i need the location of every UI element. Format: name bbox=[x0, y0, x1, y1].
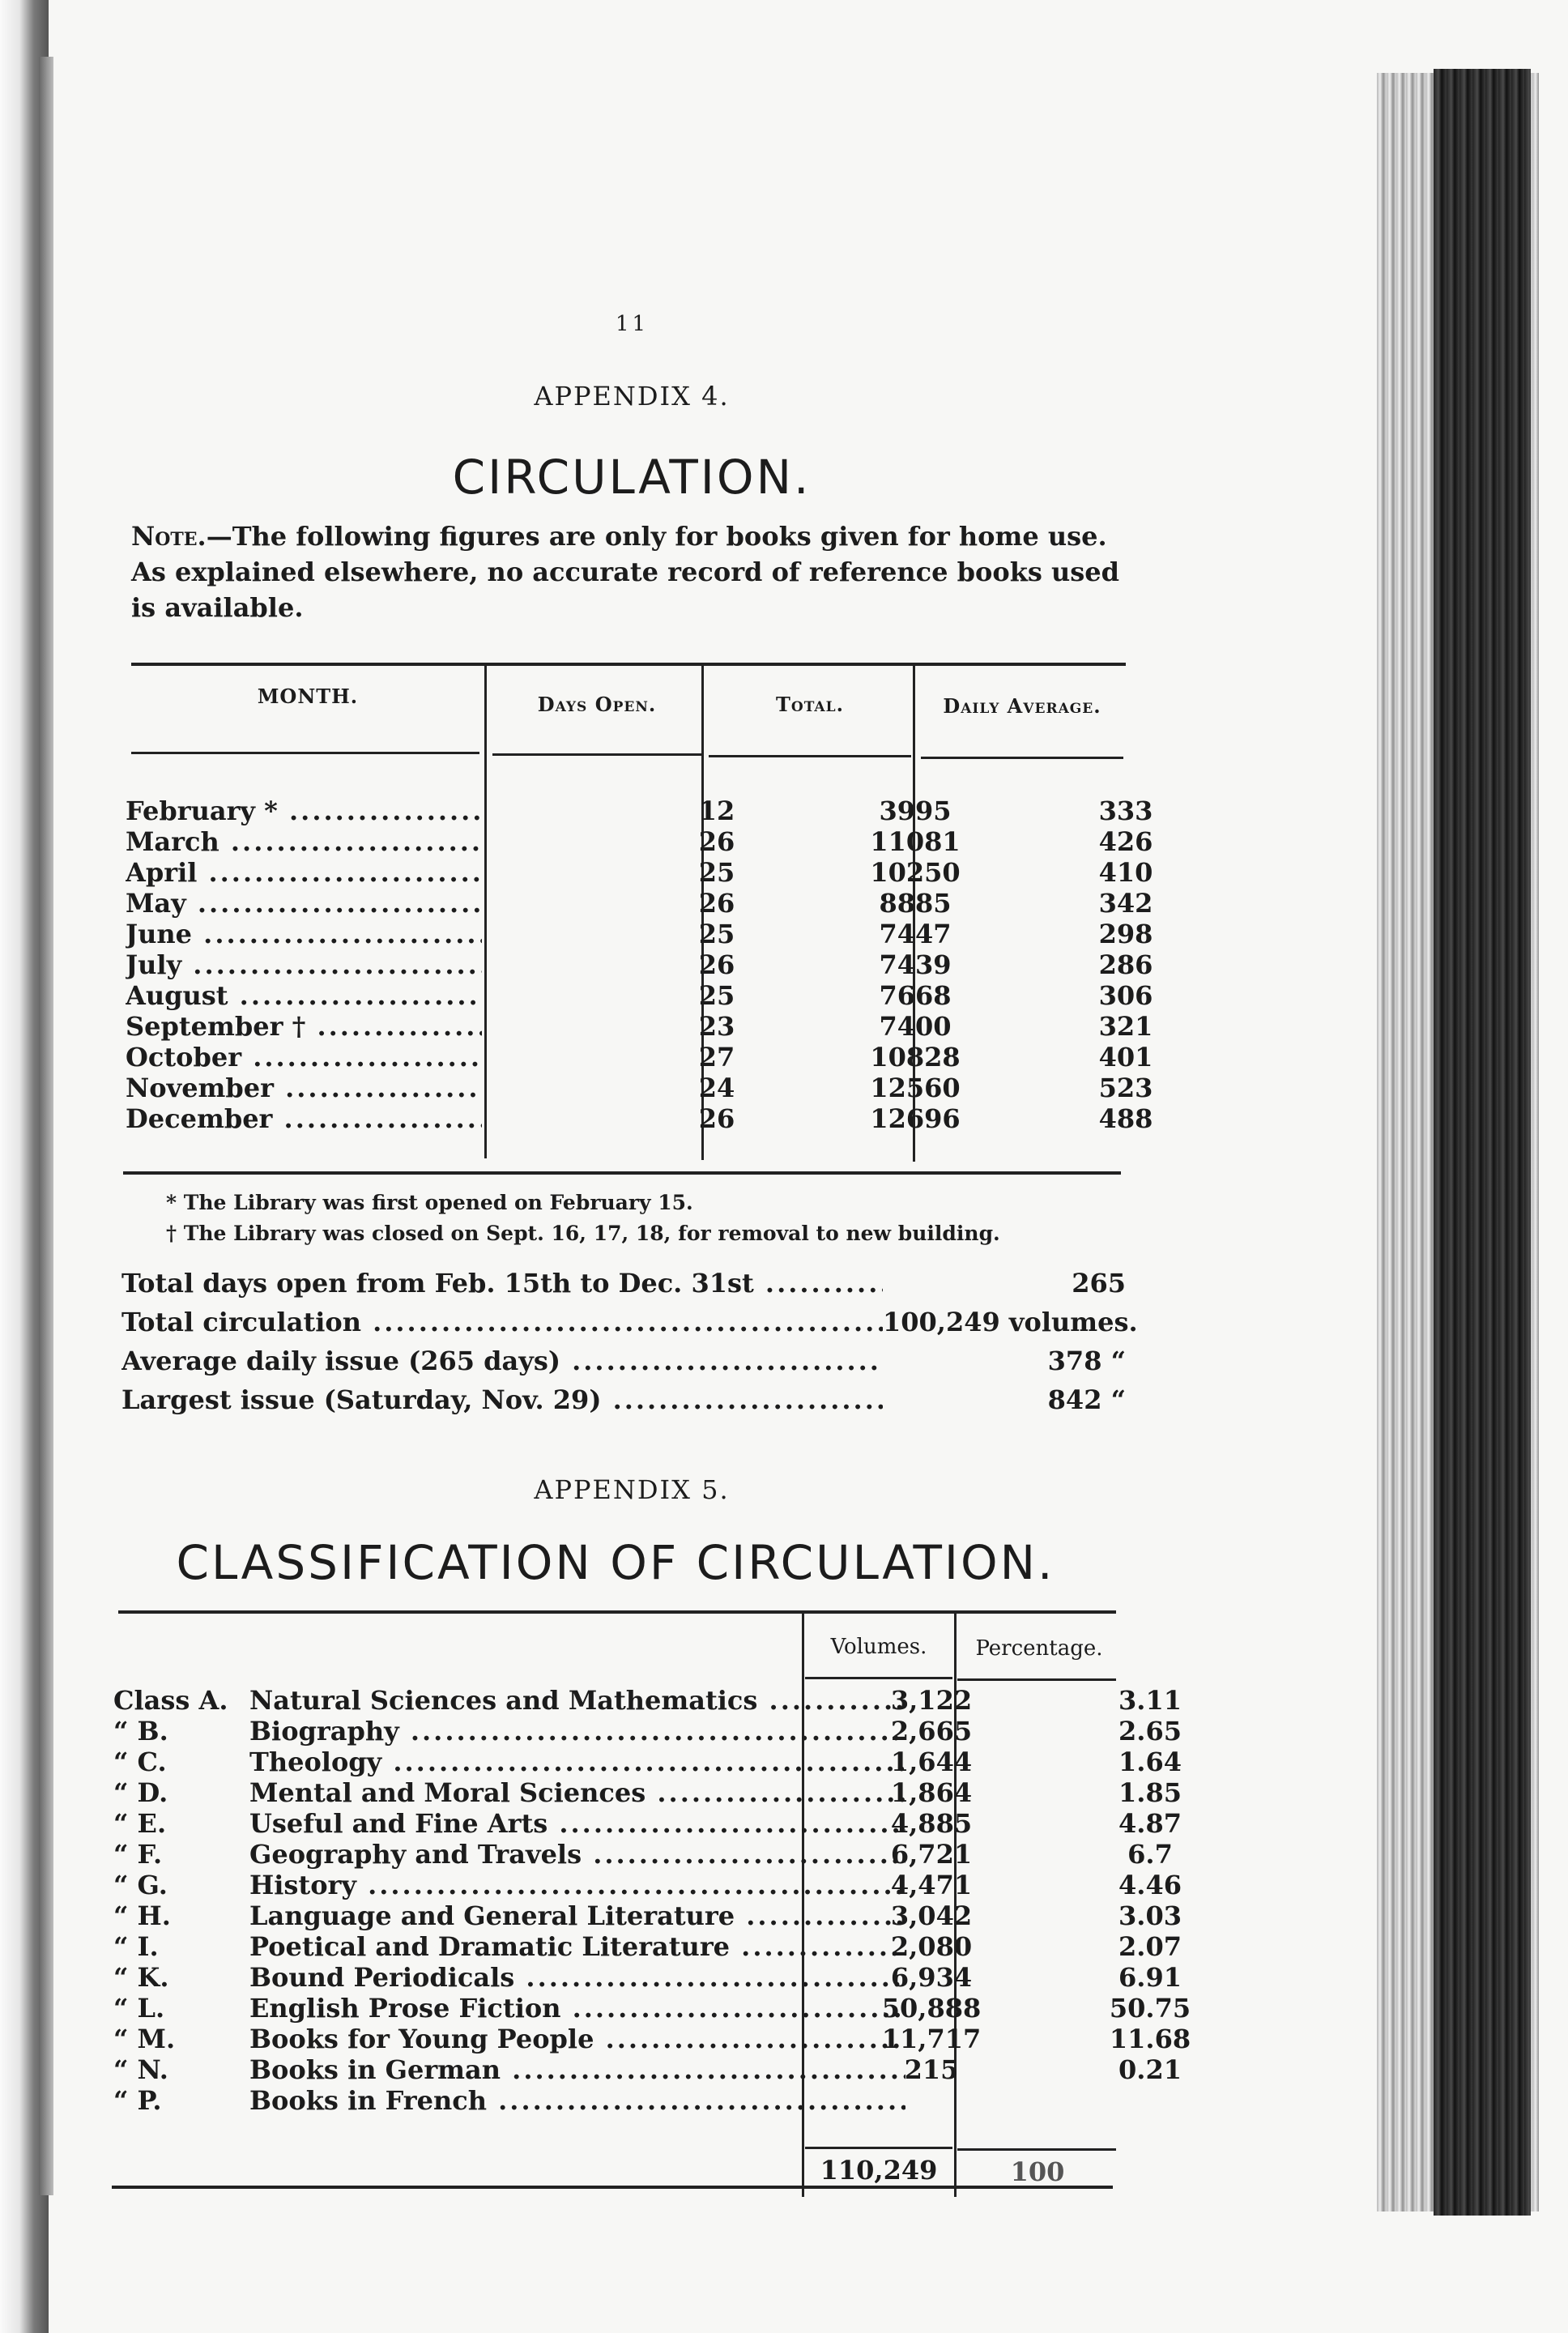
class-row: “ K. Bound Periodicals ..... 6,934 6.91 bbox=[113, 1962, 1134, 1993]
summary-largest-issue: Largest issue (Saturday, Nov. 29) ..... 842 “ bbox=[121, 1384, 1126, 1422]
total-percentage: 100 bbox=[1010, 2156, 1065, 2187]
class-row: “ F. Geography and Travels ..... 6,721 6.7 bbox=[113, 1839, 1134, 1870]
table-row: February * ..... 12 3995 333 bbox=[126, 795, 1138, 826]
table-row: June ..... 25 7447 298 bbox=[126, 919, 1138, 949]
class-row: “ N. Books in German ..... 215 0.21 bbox=[113, 2054, 1134, 2085]
class-row: “ I. Poetical and Dramatic Literature ..... 2,080 2.07 bbox=[113, 1931, 1134, 1962]
header-rule-average bbox=[921, 757, 1123, 759]
note-text: —The following figures are only for books given for home use. As explained elsewhere, no accurate record of reference books used is available. bbox=[131, 521, 1120, 623]
col-header-percentage: Percentage. bbox=[975, 1636, 1103, 1661]
page-edge-shadow bbox=[39, 57, 53, 2195]
table-row: September † ..... 23 7400 321 bbox=[126, 1011, 1138, 1042]
col-header-month: MONTH. bbox=[257, 685, 359, 708]
class-header-rule-volumes bbox=[805, 1677, 952, 1679]
class-table-top-rule bbox=[118, 1610, 1116, 1614]
footnote-closed: † The Library was closed on Sept. 16, 17, 18, for removal to new building. bbox=[166, 1222, 1000, 1245]
note-paragraph bbox=[131, 518, 1127, 625]
circulation-title: CIRCULATION. bbox=[452, 450, 812, 505]
table-row: August ..... 25 7668 306 bbox=[126, 980, 1138, 1011]
footnote-opened: * The Library was first opened on February 15. bbox=[166, 1191, 693, 1214]
col-header-total: Total. bbox=[776, 693, 844, 716]
header-rule-total bbox=[709, 755, 911, 757]
class-row: “ G. History ..... 4,471 4.46 bbox=[113, 1870, 1134, 1900]
total-volumes: 110,249 bbox=[820, 2155, 938, 2186]
table-row: July ..... 26 7439 286 bbox=[126, 949, 1138, 980]
classification-title: CLASSIFICATION OF CIRCULATION. bbox=[176, 1535, 1055, 1590]
table-row: October ..... 27 10828 401 bbox=[126, 1042, 1138, 1073]
class-row: “ B. Biography ..... 2,665 2.65 bbox=[113, 1716, 1134, 1747]
col-header-volumes: Volumes. bbox=[830, 1635, 927, 1659]
table-row: November ..... 24 12560 523 bbox=[126, 1073, 1138, 1103]
class-row: “ E. Useful and Fine Arts ..... 4,885 4.87 bbox=[113, 1808, 1134, 1839]
header-rule-month bbox=[131, 752, 479, 754]
summary-total-circulation: Total circulation ..... 100,249 volumes. bbox=[121, 1307, 1126, 1344]
class-row: “ L. English Prose Fiction ..... 50,888 50.75 bbox=[113, 1993, 1134, 2024]
appendix-4-heading: APPENDIX 4. bbox=[534, 381, 730, 412]
table-row: March ..... 26 11081 426 bbox=[126, 826, 1138, 857]
class-row: “ C. Theology ..... 1,644 1.64 bbox=[113, 1747, 1134, 1777]
table-row: December ..... 26 12696 488 bbox=[126, 1103, 1138, 1134]
class-row: “ P. Books in French ..... bbox=[113, 2085, 1134, 2116]
class-total-rule-percentage bbox=[957, 2148, 1116, 2151]
col-header-daily-average: Daily Average. bbox=[943, 694, 1101, 718]
class-row: Class A. Natural Sciences and Mathematics ..... 3,122 3.11 bbox=[113, 1685, 1134, 1716]
class-row: “ H. Language and General Literature ..... 3,042 3.03 bbox=[113, 1900, 1134, 1931]
summary-total-days: Total days open from Feb. 15th to Dec. 31st ..... 265 bbox=[121, 1268, 1126, 1305]
table-row: April ..... 25 10250 410 bbox=[126, 857, 1138, 888]
appendix-5-heading: APPENDIX 5. bbox=[534, 1474, 730, 1505]
table-row: May ..... 26 8885 342 bbox=[126, 888, 1138, 919]
class-row: “ D. Mental and Moral Sciences ..... 1,864 1.85 bbox=[113, 1777, 1134, 1808]
page-number: 11 bbox=[616, 312, 650, 336]
class-row: “ M. Books for Young People ..... 11,717 11.68 bbox=[113, 2024, 1134, 2054]
table-bottom-rule bbox=[123, 1171, 1121, 1175]
table-top-rule bbox=[131, 663, 1126, 666]
class-total-rule-volumes bbox=[805, 2147, 952, 2149]
note-label: Note. bbox=[131, 521, 207, 552]
class-header-rule-percentage bbox=[957, 1678, 1116, 1681]
header-rule-days bbox=[492, 753, 701, 756]
book-cover-edge bbox=[1434, 69, 1531, 2216]
col-header-days-open: Days Open. bbox=[537, 693, 657, 716]
summary-average-daily: Average daily issue (265 days) ..... 378 “ bbox=[121, 1346, 1126, 1383]
